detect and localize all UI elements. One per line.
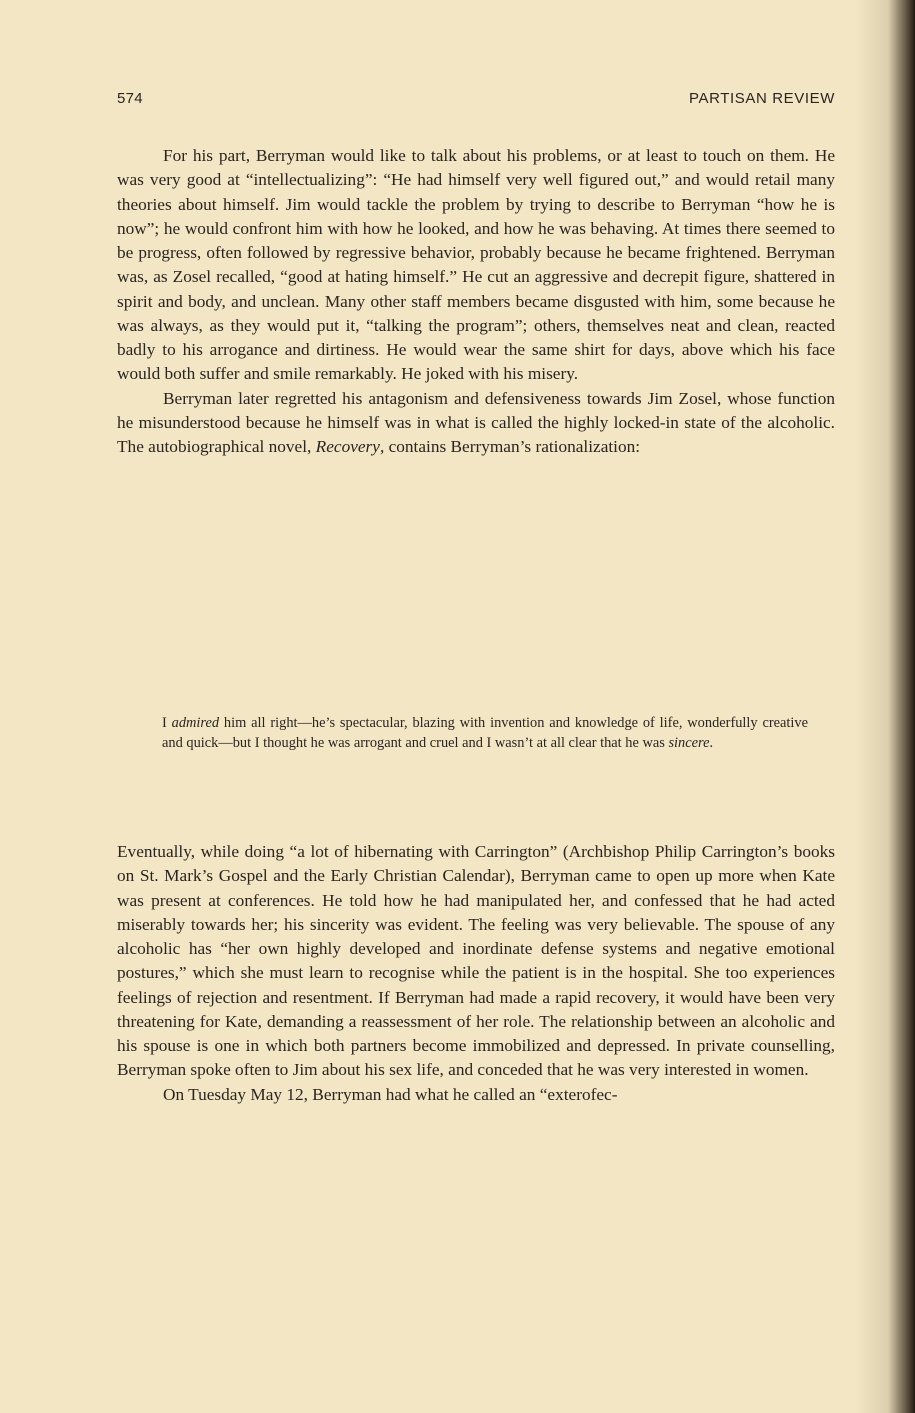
text-block-upper xyxy=(117,144,835,459)
running-head: PARTISAN REVIEW xyxy=(689,90,835,107)
paragraph-3: Eventually, while doing “a lot of hibernating with Carrington” (Archbishop Philip Carrington’s books on St. Mark’s Gospel and the Early Christian Calendar), Berryman came to open up more when Kate was present at conferences. He told how he had manipulated her, and confessed that he had acted miserably towards her; his sincerity was evident. The feeling was very believable. The spouse of any alcoholic has “her own highly developed and inordinate defense systems and negative emotional postures,” which she must learn to recognise while the patient is in the hospital. She too experiences feelings of rejection and resentment. If Berryman had made a rapid recovery, it would have been very threatening for Kate, demanding a reassessment of her role. The relationship between an alcoholic and his spouse is one in which both partners become immobilized and depressed. In private counselling, Berryman spoke often to Jim about his sex life, and conceded that he was very interested in women. xyxy=(117,842,835,1080)
quote-middle: him all right—he’s spectacular, blazing with invention and knowledge of life, wonderfully creative and quick—but I thought he was arrogant and cruel and I wasn’t at all clear that he was xyxy=(162,715,808,751)
paragraph-4: On Tuesday May 12, Berryman had what he called an “exterofec- xyxy=(163,1084,618,1104)
paragraph-2 xyxy=(117,387,835,460)
page-header xyxy=(117,90,835,112)
paragraph-1: For his part, Berryman would like to talk about his problems, or at least to touch on them. He was very good at “intellectualizing”: “He had himself very well figured out,” and would retail many theories about himself. Jim would tackle the problem by trying to describe to Berryman “how he is now”; he would confront him with how he looked, and how he was behaving. At times there seemed to be progress, often followed by regressive behavior, probably because he became frightened. Berryman was, as Zosel recalled, “good at hating himself.” He cut an aggressive and decrepit figure, shattered in spirit and body, and unclean. Many other staff members became disgusted with him, some because he was always, as they would put it, “talking the program”; others, themselves neat and clean, reacted badly to his arrogance and dirtiness. He would wear the same shirt for days, above which his face would both suffer and smile remarkably. He joked with his misery. xyxy=(117,146,835,384)
quote-emphasis-admired: admired xyxy=(171,715,220,731)
quote-emphasis-sincere: sincere xyxy=(668,734,710,751)
block-quote xyxy=(162,714,808,753)
paragraph-2-end: , contains Berryman’s rationalization: xyxy=(379,437,641,456)
page-number: 574 xyxy=(117,90,143,107)
book-title: Recovery xyxy=(315,437,380,456)
text-block-lower xyxy=(117,840,835,1107)
quote-start: I xyxy=(162,715,172,731)
quote-end: . xyxy=(709,734,714,751)
page-edge-shadow xyxy=(855,0,915,1413)
paragraph-2-text: Berryman later regretted his antagonism and defensiveness towards Jim Zosel, whose function he misunderstood because he himself was in what is called the highly locked-in state of the alcoholic. The autobiographical novel, xyxy=(117,388,835,456)
